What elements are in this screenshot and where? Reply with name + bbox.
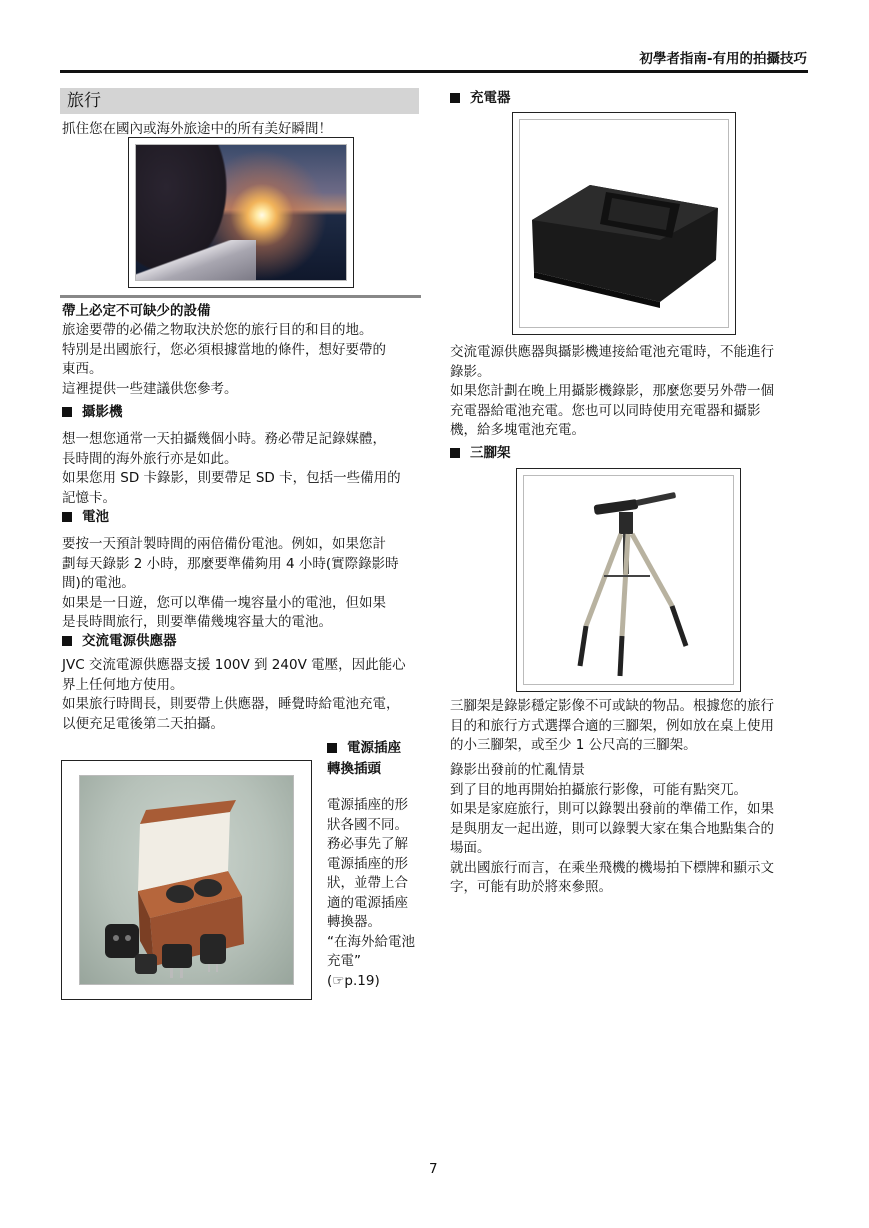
battery-text [62,535,420,633]
text-line: 界上任何地方使用。 [62,676,184,693]
text-line: 如果您用 SD 卡錄影，則要帶足 SD 卡，包括一些備用的 [62,470,401,486]
text-line: “在海外給電池 [327,933,415,950]
text-line: 狀各國不同。 [327,816,408,833]
text-line: 想一想您通常一天拍攝幾個小時。務必帶足記錄媒體， [62,431,386,447]
text-line: 到了目的地再開始拍攝旅行影像，可能有點突兀。 [450,781,747,798]
sunset-photo-image [135,144,347,281]
text-line: 就出國旅行而言，在乘坐飛機的機場拍下標牌和顯示文 [450,859,774,876]
charger-text [450,343,810,441]
text-line: 三腳架是錄影穩定影像不可或缺的物品。根據您的旅行 [450,698,774,714]
text-line: 是與朋友一起出遊，則可以錄製大家在集合地點集合的 [450,820,774,837]
text-line: 字，可能有助於將來參照。 [450,879,612,895]
square-bullet-icon [62,512,72,522]
page-number: 7 [429,1161,438,1177]
battery-charger-photo [512,112,736,335]
text-line: 間)的電池。 [62,575,135,591]
text-line: 充電器給電池充電。您也可以同時使用充電器和攝影 [450,402,761,419]
text-line: 適的電源插座 [327,894,408,911]
text-line: JVC 交流電源供應器支援 100V 到 240V 電壓，因此能心 [62,657,406,673]
text-line: 目的和旅行方式選擇合適的三腳架，例如放在桌上使用 [450,717,774,734]
departure-scenes-text [450,761,810,898]
text-line: 如果是家庭旅行，則可以錄製出發前的準備工作，如果 [450,801,774,817]
text-line: 充電” [327,953,361,969]
section-title: 旅行 [60,88,419,114]
plug-adapter-photo [61,760,312,1000]
text-line: 以便充足電後第二天拍攝。 [62,715,224,732]
square-bullet-icon [327,743,337,753]
text-line: 交流電源供應器與攝影機連接給電池充電時，不能進行 [450,344,774,360]
square-bullet-icon [450,448,460,458]
battery-charger-image [519,119,729,328]
text-line: 記憶卡。 [62,489,116,506]
text-line: 劃每天錄影 2 小時，那麼要準備夠用 4 小時(實際錄影時 [62,555,399,572]
text-line: 如果您計劃在晚上用攝影機錄影，那麼您要另外帶一個 [450,383,774,399]
text-line: 要按一天預計製時間的兩倍備份電池。例如，如果您計 [62,536,386,552]
running-header: 初學者指南-有用的拍攝技巧 [639,51,807,67]
plug-adapter-image [79,775,294,985]
text-line: 場面。 [450,840,491,856]
text-line: 電源插座的形 [327,855,408,872]
ac-adapter-text [62,656,420,734]
sunset-travel-photo [128,137,354,288]
text-line: 特別是出國旅行，您必須根據當地的條件，想好要帶的 [62,341,386,358]
square-bullet-icon [62,636,72,646]
text-line: 如果旅行時間長，則要帶上供應器，睡覺時給電池充電， [62,696,400,712]
section-divider [60,295,421,298]
camcorder-text [62,430,420,508]
tripod-text [450,697,810,756]
text-line: 這裡提供一些建議供您參考。 [62,380,238,397]
header-rule [60,70,808,73]
plug-adapter-text [327,796,427,991]
ac-adapter-heading: 交流電源供應器 [62,632,420,652]
square-bullet-icon [62,407,72,417]
camcorder-heading: 攝影機 [62,403,420,423]
text-line: 如果是一日遊，您可以準備一塊容量小的電池，但如果 [62,594,386,611]
tripod-photo [516,468,741,692]
charger-heading: 充電器 [450,89,810,109]
battery-heading: 電池 [62,508,420,528]
plug-adapter-heading: 電源插座 轉換插頭 [327,740,401,777]
text-line: 機，給多塊電池充電。 [450,422,585,438]
text-line: 的小三腳架，或至少 1 公尺高的三腳架。 [450,737,697,753]
text-line: 旅途要帶的必備之物取決於您的旅行目的和目的地。 [62,322,373,338]
square-bullet-icon [450,93,460,103]
pointing-hand-icon: ☞ [332,972,345,989]
equipment-heading: 帶上必定不可缺少的設備 [62,303,211,319]
text-line: 轉換器。 [327,914,381,930]
text-line: 錄影出發前的忙亂情景 [450,762,585,778]
text-line: 務必事先了解 [327,836,408,852]
page-reference-link[interactable]: (☞p.19) [327,972,380,989]
text-line: 是長時間旅行，則要準備幾塊容量大的電池。 [62,614,332,630]
tripod-image [523,475,734,685]
text-line: 錄影。 [450,363,491,380]
equipment-intro [62,321,420,399]
text-line: 電源插座的形 [327,797,408,813]
text-line: 狀，並帶上合 [327,875,408,891]
text-line: 東西。 [62,361,103,377]
tripod-heading: 三腳架 [450,444,810,464]
section-intro: 抓住您在國內或海外旅途中的所有美好瞬間！ [62,121,332,137]
text-line: 長時間的海外旅行亦是如此。 [62,450,238,467]
